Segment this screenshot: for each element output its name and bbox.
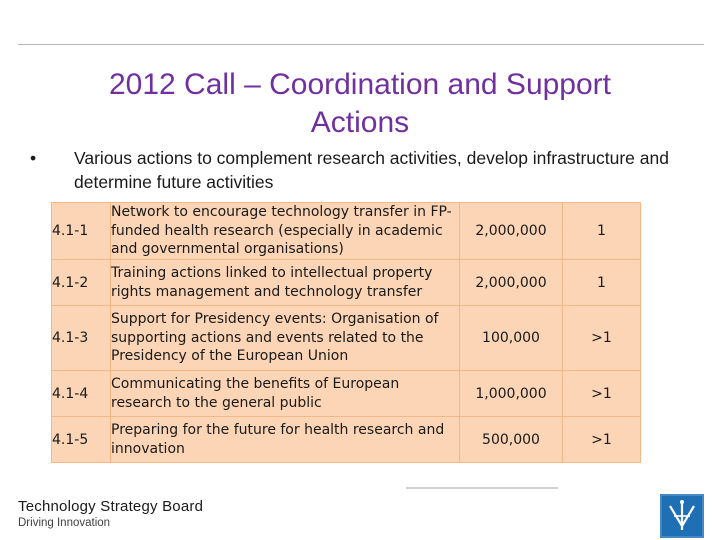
- topic-code: 4.1-1: [52, 203, 111, 260]
- topic-code: 4.1-2: [52, 260, 111, 306]
- topic-budget: 500,000: [460, 417, 563, 463]
- table-row: [52, 260, 641, 306]
- calls-table: [51, 202, 641, 463]
- crown-logo-graphic: [660, 494, 704, 538]
- table-row: [52, 306, 641, 371]
- table-row: [52, 417, 641, 463]
- footer-divider: [406, 487, 558, 489]
- bullet-text: Various actions to complement research activities, develop infrastructure and determine future activities: [74, 148, 669, 192]
- slide-title: [40, 66, 680, 142]
- top-divider: [18, 44, 704, 45]
- topic-description: Preparing for the future for health research and innovation: [111, 417, 460, 463]
- topic-code: 4.1-4: [52, 371, 111, 417]
- topic-projects: >1: [563, 417, 641, 463]
- topic-code: 4.1-5: [52, 417, 111, 463]
- topic-projects: >1: [563, 371, 641, 417]
- table-row: [52, 371, 641, 417]
- topic-description: Communicating the benefits of European research to the general public: [111, 371, 460, 417]
- brand-name: Technology Strategy Board: [18, 498, 204, 515]
- topic-projects: >1: [563, 306, 641, 371]
- bullet-marker: •: [30, 148, 37, 168]
- title-line-1: 2012 Call – Coordination and Support: [108, 68, 612, 101]
- topic-budget: 2,000,000: [460, 260, 563, 306]
- topic-budget: 100,000: [460, 306, 563, 371]
- topic-budget: 2,000,000: [460, 203, 563, 260]
- table-row: [52, 203, 641, 260]
- brand-tagline: Driving Innovation: [18, 517, 111, 529]
- topic-description: Network to encourage technology transfer in FP-funded health research (especially in academic and governmental organisations): [111, 203, 460, 260]
- crown-logo-icon: [660, 494, 704, 538]
- topic-budget: 1,000,000: [460, 371, 563, 417]
- topic-description: Training actions linked to intellectual property rights management and technology transfer: [111, 260, 460, 306]
- topic-description: Support for Presidency events: Organisation of supporting actions and events related to the Presidency of the European Union: [111, 306, 460, 371]
- title-line-2: Actions: [310, 106, 410, 139]
- topic-code: 4.1-3: [52, 306, 111, 371]
- topic-projects: 1: [563, 260, 641, 306]
- topic-projects: 1: [563, 203, 641, 260]
